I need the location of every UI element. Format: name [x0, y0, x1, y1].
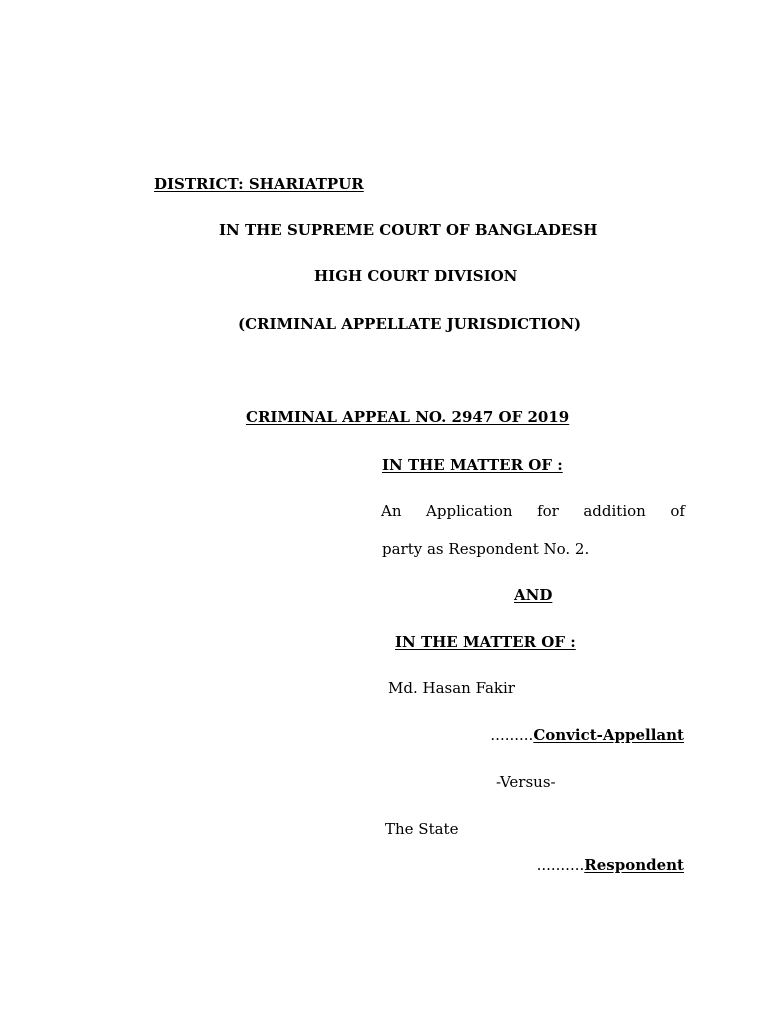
appellant-role: Convict-Appellant [533, 726, 684, 744]
division-title: HIGH COURT DIVISION [314, 267, 518, 285]
appellant-dots: ......... [490, 726, 534, 744]
appellant-designation [490, 726, 684, 744]
jurisdiction-title: (CRIMINAL APPELLATE JURISDICTION) [238, 315, 582, 333]
versus-label: -Versus- [496, 773, 556, 791]
court-title: IN THE SUPREME COURT OF BANGLADESH [219, 221, 598, 239]
appellant-name: Md. Hasan Fakir [388, 679, 515, 697]
matter-heading-1: IN THE MATTER OF : [382, 456, 563, 474]
appeal-number: CRIMINAL APPEAL NO. 2947 OF 2019 [246, 408, 570, 426]
application-word: Application [426, 502, 513, 520]
respondent-designation [537, 856, 684, 874]
matter-heading-2: IN THE MATTER OF : [395, 633, 576, 651]
respondent-role: Respondent [584, 856, 684, 874]
application-word: An [381, 502, 402, 520]
application-text-line-1 [381, 502, 685, 520]
and-conjunction: AND [514, 586, 553, 604]
application-text-line-2: party as Respondent No. 2. [382, 540, 590, 558]
district-heading: DISTRICT: SHARIATPUR [154, 175, 364, 193]
respondent-name: The State [385, 820, 459, 838]
application-word: for [537, 502, 559, 520]
respondent-dots: .......... [536, 856, 585, 874]
application-word: of [670, 502, 685, 520]
application-word: addition [583, 502, 646, 520]
